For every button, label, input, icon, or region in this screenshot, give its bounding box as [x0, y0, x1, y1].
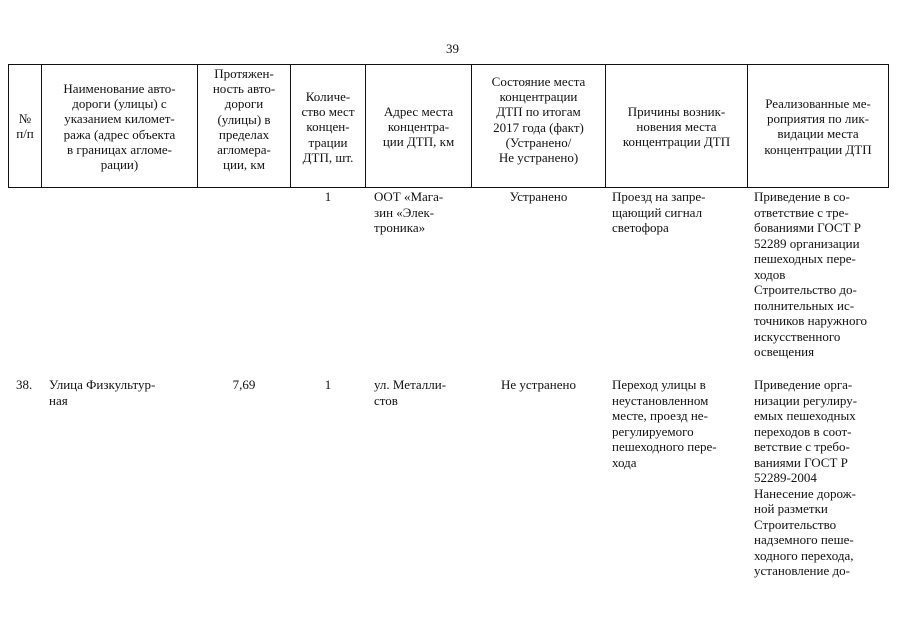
- row1-address: ООТ «Мага- зин «Элек- троника»: [374, 189, 444, 235]
- header-reasons: Причины возник- новения места концентрации ДТП: [622, 104, 731, 150]
- row2-count: 1: [324, 377, 332, 392]
- row2-num: 38.: [16, 377, 33, 392]
- row1-measures: Приведение в со- ответствие с тре- бованиями ГОСТ Р 52289 организации пешеходных пере- ходов Строительство до- полнительных ис- точников наружного искусственного освещения: [754, 189, 868, 359]
- row1-status: Устранено: [509, 189, 568, 204]
- row1-reasons: Проезд на запре- щающий сигнал светофора: [612, 189, 706, 235]
- header-count: Количе- ство мест концен- трации ДТП, шт.: [301, 89, 355, 165]
- table-top-border: [8, 64, 889, 65]
- page-number: 39: [446, 41, 459, 56]
- row2-status: Не устранено: [501, 377, 576, 392]
- header-length: Протяжен- ность авто- дороги (улицы) в пределах агломера- ции, км: [212, 66, 276, 173]
- row2-measures: Приведение орга- низации регулиру- емых пешеходных переходов в соот- ветствие с требо- ваниями ГОСТ Р 52289-2004 Нанесение дорож- ной разметки Строительство надземного пеше- ходного перехода, установление до-: [754, 377, 858, 578]
- header-num: № п/п: [16, 111, 34, 142]
- column-divider: [888, 64, 889, 188]
- header-road-name: Наименование авто- дороги (улицы) с указанием километ- ража (адрес объекта в границах агломе- рации): [63, 81, 176, 173]
- row2-road-name: Улица Физкультур- ная: [49, 377, 156, 408]
- row2-length: 7,69: [232, 377, 256, 392]
- row2-address: ул. Металли- стов: [374, 377, 447, 408]
- row1-count: 1: [324, 189, 332, 204]
- header-measures: Реализованные ме- роприятия по лик- видации места концентрации ДТП: [764, 96, 872, 157]
- header-address: Адрес места концентра- ции ДТП, км: [382, 104, 455, 150]
- row2-reasons: Переход улицы в неустановленном месте, проезд не- регулируемого пешеходного пере- хода: [612, 377, 717, 470]
- header-bottom-border: [8, 187, 889, 188]
- header-status: Состояние места концентрации ДТП по итогам 2017 года (факт) (Устранено/ Не устранено): [491, 74, 586, 166]
